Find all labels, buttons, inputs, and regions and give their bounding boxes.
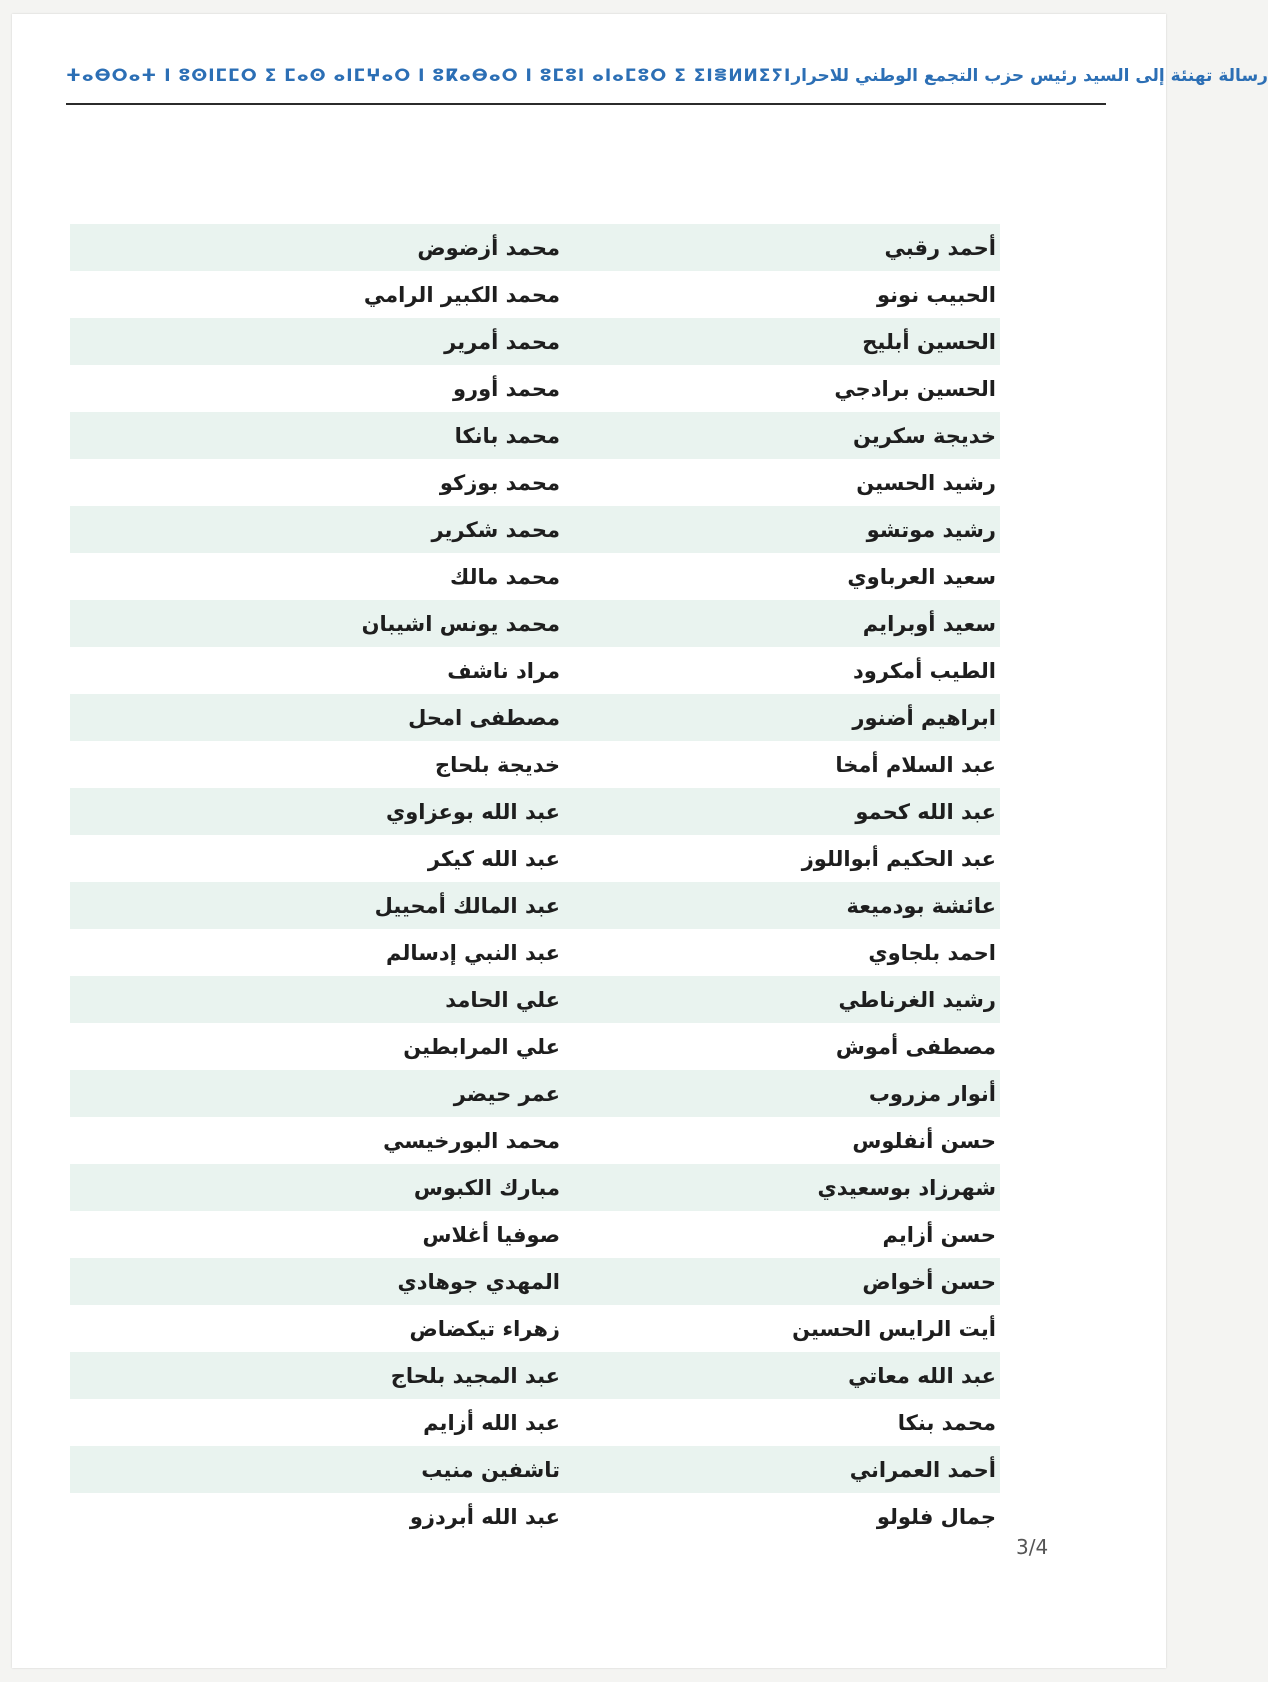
name-right-column: خديجة سكرين [852, 423, 996, 448]
name-row [70, 1493, 1000, 1540]
name-row [70, 553, 1000, 600]
name-left-column: مصطفى امحل [408, 705, 560, 730]
name-row [70, 506, 1000, 553]
name-left-column: عبد المالك أمحييل [374, 893, 560, 918]
name-left-column: صوفيا أغلاس [422, 1222, 560, 1247]
name-row [70, 600, 1000, 647]
name-row [70, 1117, 1000, 1164]
name-row [70, 1352, 1000, 1399]
name-right-column: رشيد الحسين [856, 470, 996, 495]
name-left-column: تاشفين منيب [421, 1457, 560, 1482]
name-left-column: محمد البورخيسي [383, 1128, 560, 1153]
name-row [70, 788, 1000, 835]
name-row [70, 1023, 1000, 1070]
name-left-column: محمد بوزكو [439, 470, 560, 495]
name-left-column: عبد الله أبردزو [409, 1504, 560, 1529]
name-row [70, 882, 1000, 929]
names-list [70, 224, 1000, 1540]
name-row [70, 1399, 1000, 1446]
name-right-column: الطيب أمكرود [853, 658, 996, 683]
name-left-column: مبارك الكبوس [413, 1175, 560, 1200]
name-left-column: محمد الكبير الرامي [363, 282, 560, 307]
name-right-column: رشيد الغرناطي [838, 987, 996, 1012]
header-title-tifinagh: ⵜⴰⴱⵔⴰⵜ ⵏ ⵓⵙⵏⵎⵎⵔ ⵉ ⵎⴰⵙ ⴰⵏⵎⵖⴰⵔ ⵏ ⵓⴽⴰⴱⴰⵔ ⵏ ⵓⵎⵓⵏ ⴰⵏⴰⵎⵓⵔ ⵉ ⵉⵏⴻⵍⵍⵉⵢⵏ [66, 66, 792, 86]
name-right-column: حسن أنفلوس [852, 1128, 996, 1153]
name-right-column: عبد السلام أمخا [835, 752, 996, 777]
name-right-column: جمال فلولو [876, 1504, 996, 1529]
name-left-column: المهدي جوهادي [397, 1269, 560, 1294]
page-number: 3/4 [1016, 1535, 1049, 1559]
name-left-column: محمد بانكا [454, 423, 560, 448]
name-left-column: عبد النبي إدسالم [385, 940, 560, 965]
name-row [70, 1070, 1000, 1117]
name-right-column: مصطفى أموش [835, 1034, 996, 1059]
name-row [70, 976, 1000, 1023]
name-left-column: عمر حيضر [453, 1081, 560, 1106]
name-right-column: شهرزاد بوسعيدي [817, 1175, 996, 1200]
name-right-column: أحمد العمراني [849, 1457, 996, 1482]
name-row [70, 929, 1000, 976]
name-left-column: محمد مالك [450, 564, 560, 589]
name-row [70, 694, 1000, 741]
name-row [70, 1446, 1000, 1493]
name-right-column: حسن أخواض [862, 1269, 996, 1294]
name-row [70, 1258, 1000, 1305]
name-right-column: سعيد أوبرايم [862, 611, 996, 636]
name-right-column: عبد الله معاتي [848, 1363, 996, 1388]
name-right-column: أحمد رقبي [884, 235, 996, 260]
name-right-column: الحسين أبليح [862, 329, 996, 354]
name-left-column: عبد الله أزايم [423, 1410, 560, 1435]
header-title-arabic: رسالة تهنئة إلى السيد رئيس حزب التجمع الوطني للاحرار [791, 66, 1268, 86]
name-row [70, 1305, 1000, 1352]
name-left-column: عبد الله كيكر [427, 846, 560, 871]
name-left-column: محمد أورو [452, 376, 560, 401]
name-row [70, 1164, 1000, 1211]
name-left-column: خديجة بلحاج [435, 752, 560, 777]
name-row [70, 835, 1000, 882]
name-left-column: عبد الله بوعزاوي [385, 799, 560, 824]
name-row [70, 741, 1000, 788]
name-right-column: ابراهيم أضنور [852, 705, 996, 730]
name-row [70, 459, 1000, 506]
name-left-column: محمد أمرير [444, 329, 560, 354]
name-right-column: احمد بلجاوي [868, 940, 996, 965]
name-row [70, 412, 1000, 459]
name-row [70, 271, 1000, 318]
name-right-column: الحسين برادجي [834, 376, 996, 401]
name-left-column: محمد أزضوض [417, 235, 560, 260]
name-row [70, 1211, 1000, 1258]
name-row [70, 647, 1000, 694]
name-right-column: أنوار مزروب [868, 1081, 996, 1106]
page-header [66, 56, 1268, 96]
name-row [70, 224, 1000, 271]
name-right-column: عبد الحكيم أبواللوز [801, 846, 996, 871]
name-left-column: زهراء تيكضاض [409, 1316, 560, 1341]
name-left-column: مراد ناشف [447, 658, 560, 683]
name-right-column: سعيد العرباوي [847, 564, 996, 589]
name-left-column: عبد المجيد بلحاج [390, 1363, 560, 1388]
name-left-column: محمد يونس اشيبان [361, 611, 560, 636]
name-row [70, 318, 1000, 365]
name-right-column: محمد بنكا [897, 1410, 996, 1435]
name-right-column: حسن أزايم [882, 1222, 996, 1247]
name-left-column: علي الحامد [445, 987, 560, 1012]
header-divider [66, 103, 1106, 105]
name-row [70, 365, 1000, 412]
name-right-column: عبد الله كحمو [855, 799, 996, 824]
name-right-column: عائشة بودميعة [846, 893, 996, 918]
name-left-column: علي المرابطين [403, 1034, 560, 1059]
name-right-column: أيت الرايس الحسين [792, 1316, 996, 1341]
name-right-column: رشيد موتشو [866, 517, 996, 542]
name-right-column: الحبيب نونو [876, 282, 996, 307]
name-left-column: محمد شكرير [431, 517, 560, 542]
